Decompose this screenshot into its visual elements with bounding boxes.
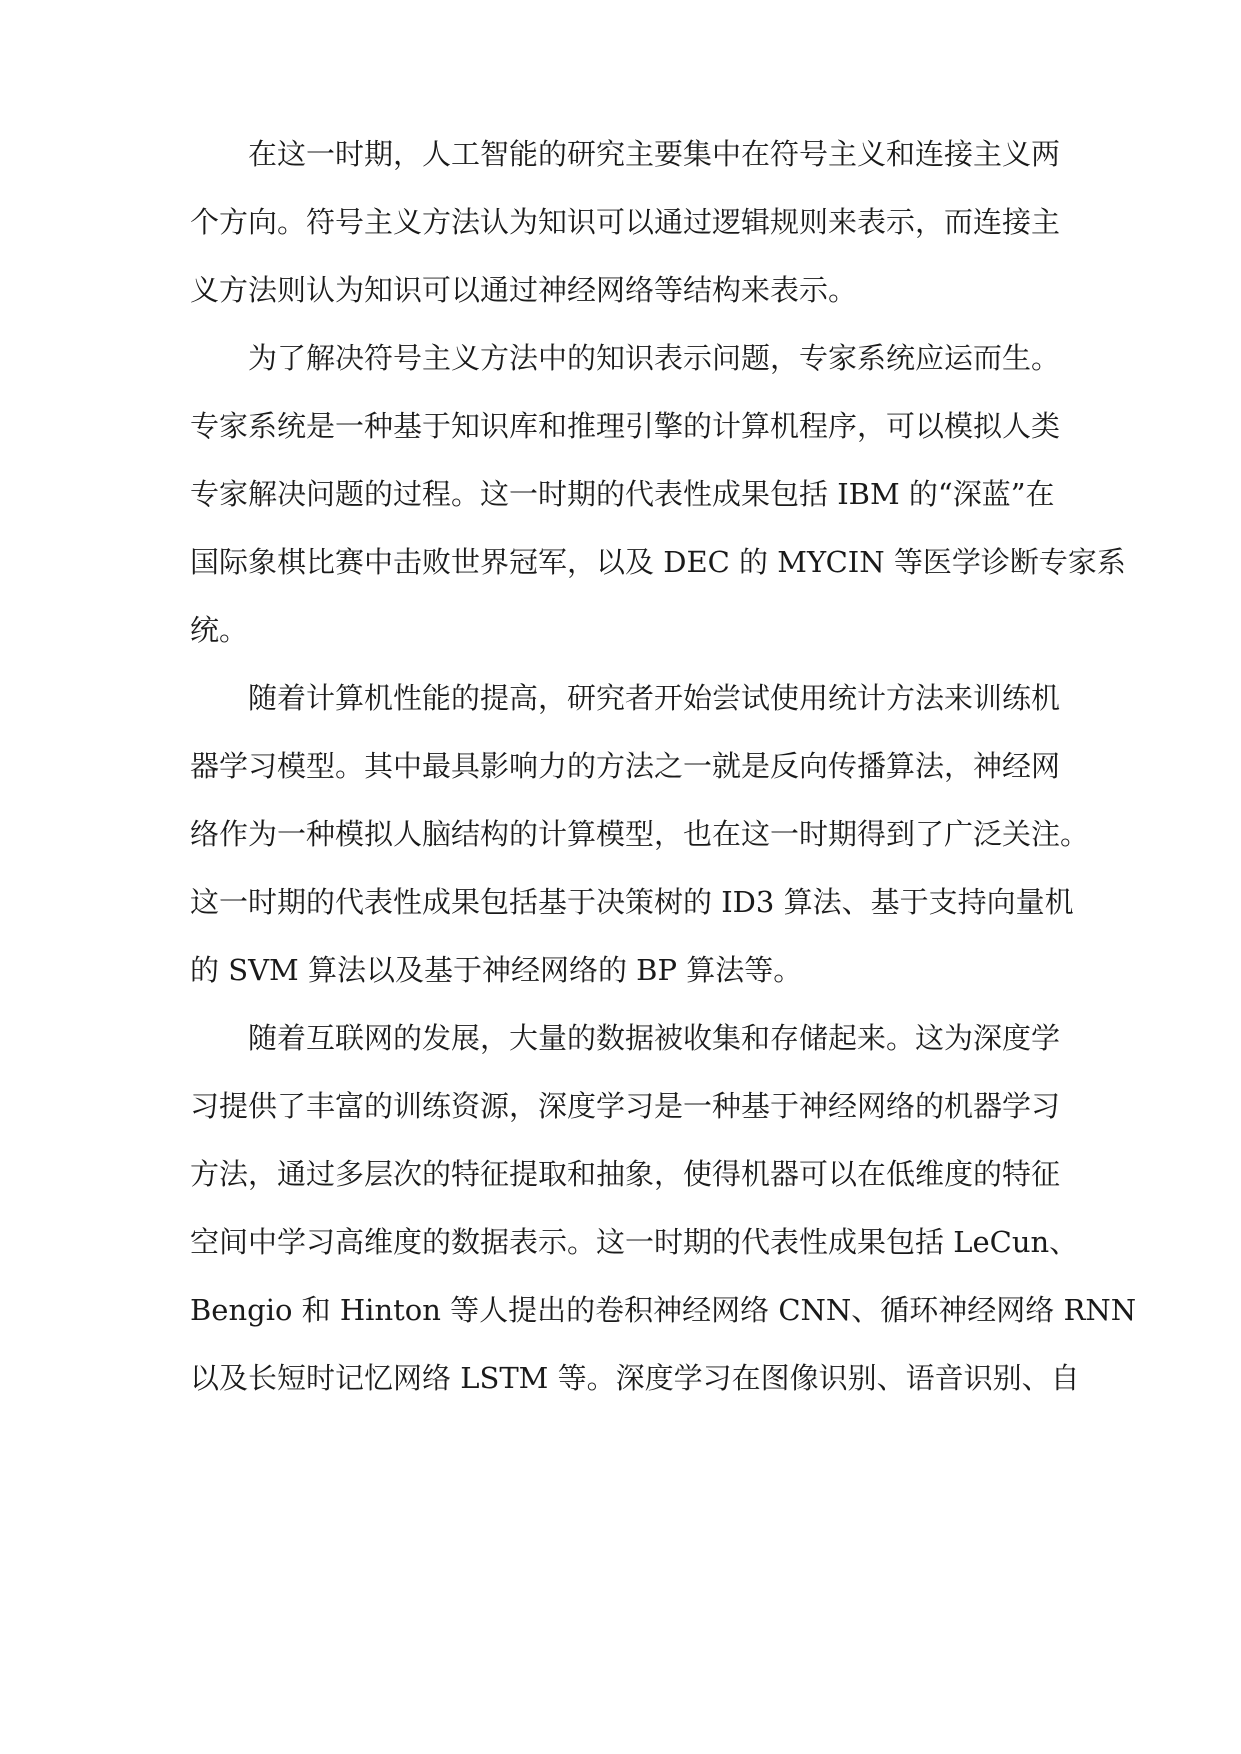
text-line: 空间中学习高维度的数据表示。这一时期的代表性成果包括 LeCun、	[190, 1225, 1079, 1259]
text-line: 随着互联网的发展，大量的数据被收集和存储起来。这为深度学	[248, 1021, 1061, 1055]
text-line: 国际象棋比赛中击败世界冠军，以及 DEC 的 MYCIN 等医学诊断专家系	[190, 545, 1126, 579]
text-line: 专家解决问题的过程。这一时期的代表性成果包括 IBM 的“深蓝”在	[190, 477, 1055, 511]
text-line: 习提供了丰富的训练资源，深度学习是一种基于神经网络的机器学习	[190, 1089, 1061, 1123]
text-line: 这一时期的代表性成果包括基于决策树的 ID3 算法、基于支持向量机	[190, 885, 1074, 919]
text-line: 个方向。符号主义方法认为知识可以通过逻辑规则来表示，而连接主	[190, 205, 1061, 239]
text-line: 方法，通过多层次的特征提取和抽象，使得机器可以在低维度的特征	[190, 1157, 1061, 1191]
text-line: 以及长短时记忆网络 LSTM 等。深度学习在图像识别、语音识别、自	[190, 1361, 1080, 1395]
text-line: Bengio 和 Hinton 等人提出的卷积神经网络 CNN、循环神经网络 RNN	[190, 1293, 1137, 1327]
text-line: 义方法则认为知识可以通过神经网络等结构来表示。	[190, 273, 858, 307]
text-line: 在这一时期，人工智能的研究主要集中在符号主义和连接主义两	[248, 137, 1061, 171]
text-line: 随着计算机性能的提高，研究者开始尝试使用统计方法来训练机	[248, 681, 1061, 715]
text-line: 络作为一种模拟人脑结构的计算模型，也在这一时期得到了广泛关注。	[190, 817, 1090, 851]
text-line: 专家系统是一种基于知识库和推理引擎的计算机程序，可以模拟人类	[190, 409, 1061, 443]
text-line: 的 SVM 算法以及基于神经网络的 BP 算法等。	[190, 953, 803, 987]
text-line: 为了解决符号主义方法中的知识表示问题，专家系统应运而生。	[248, 341, 1061, 375]
text-line: 器学习模型。其中最具影响力的方法之一就是反向传播算法，神经网	[190, 749, 1061, 783]
text-line: 统。	[190, 613, 249, 647]
